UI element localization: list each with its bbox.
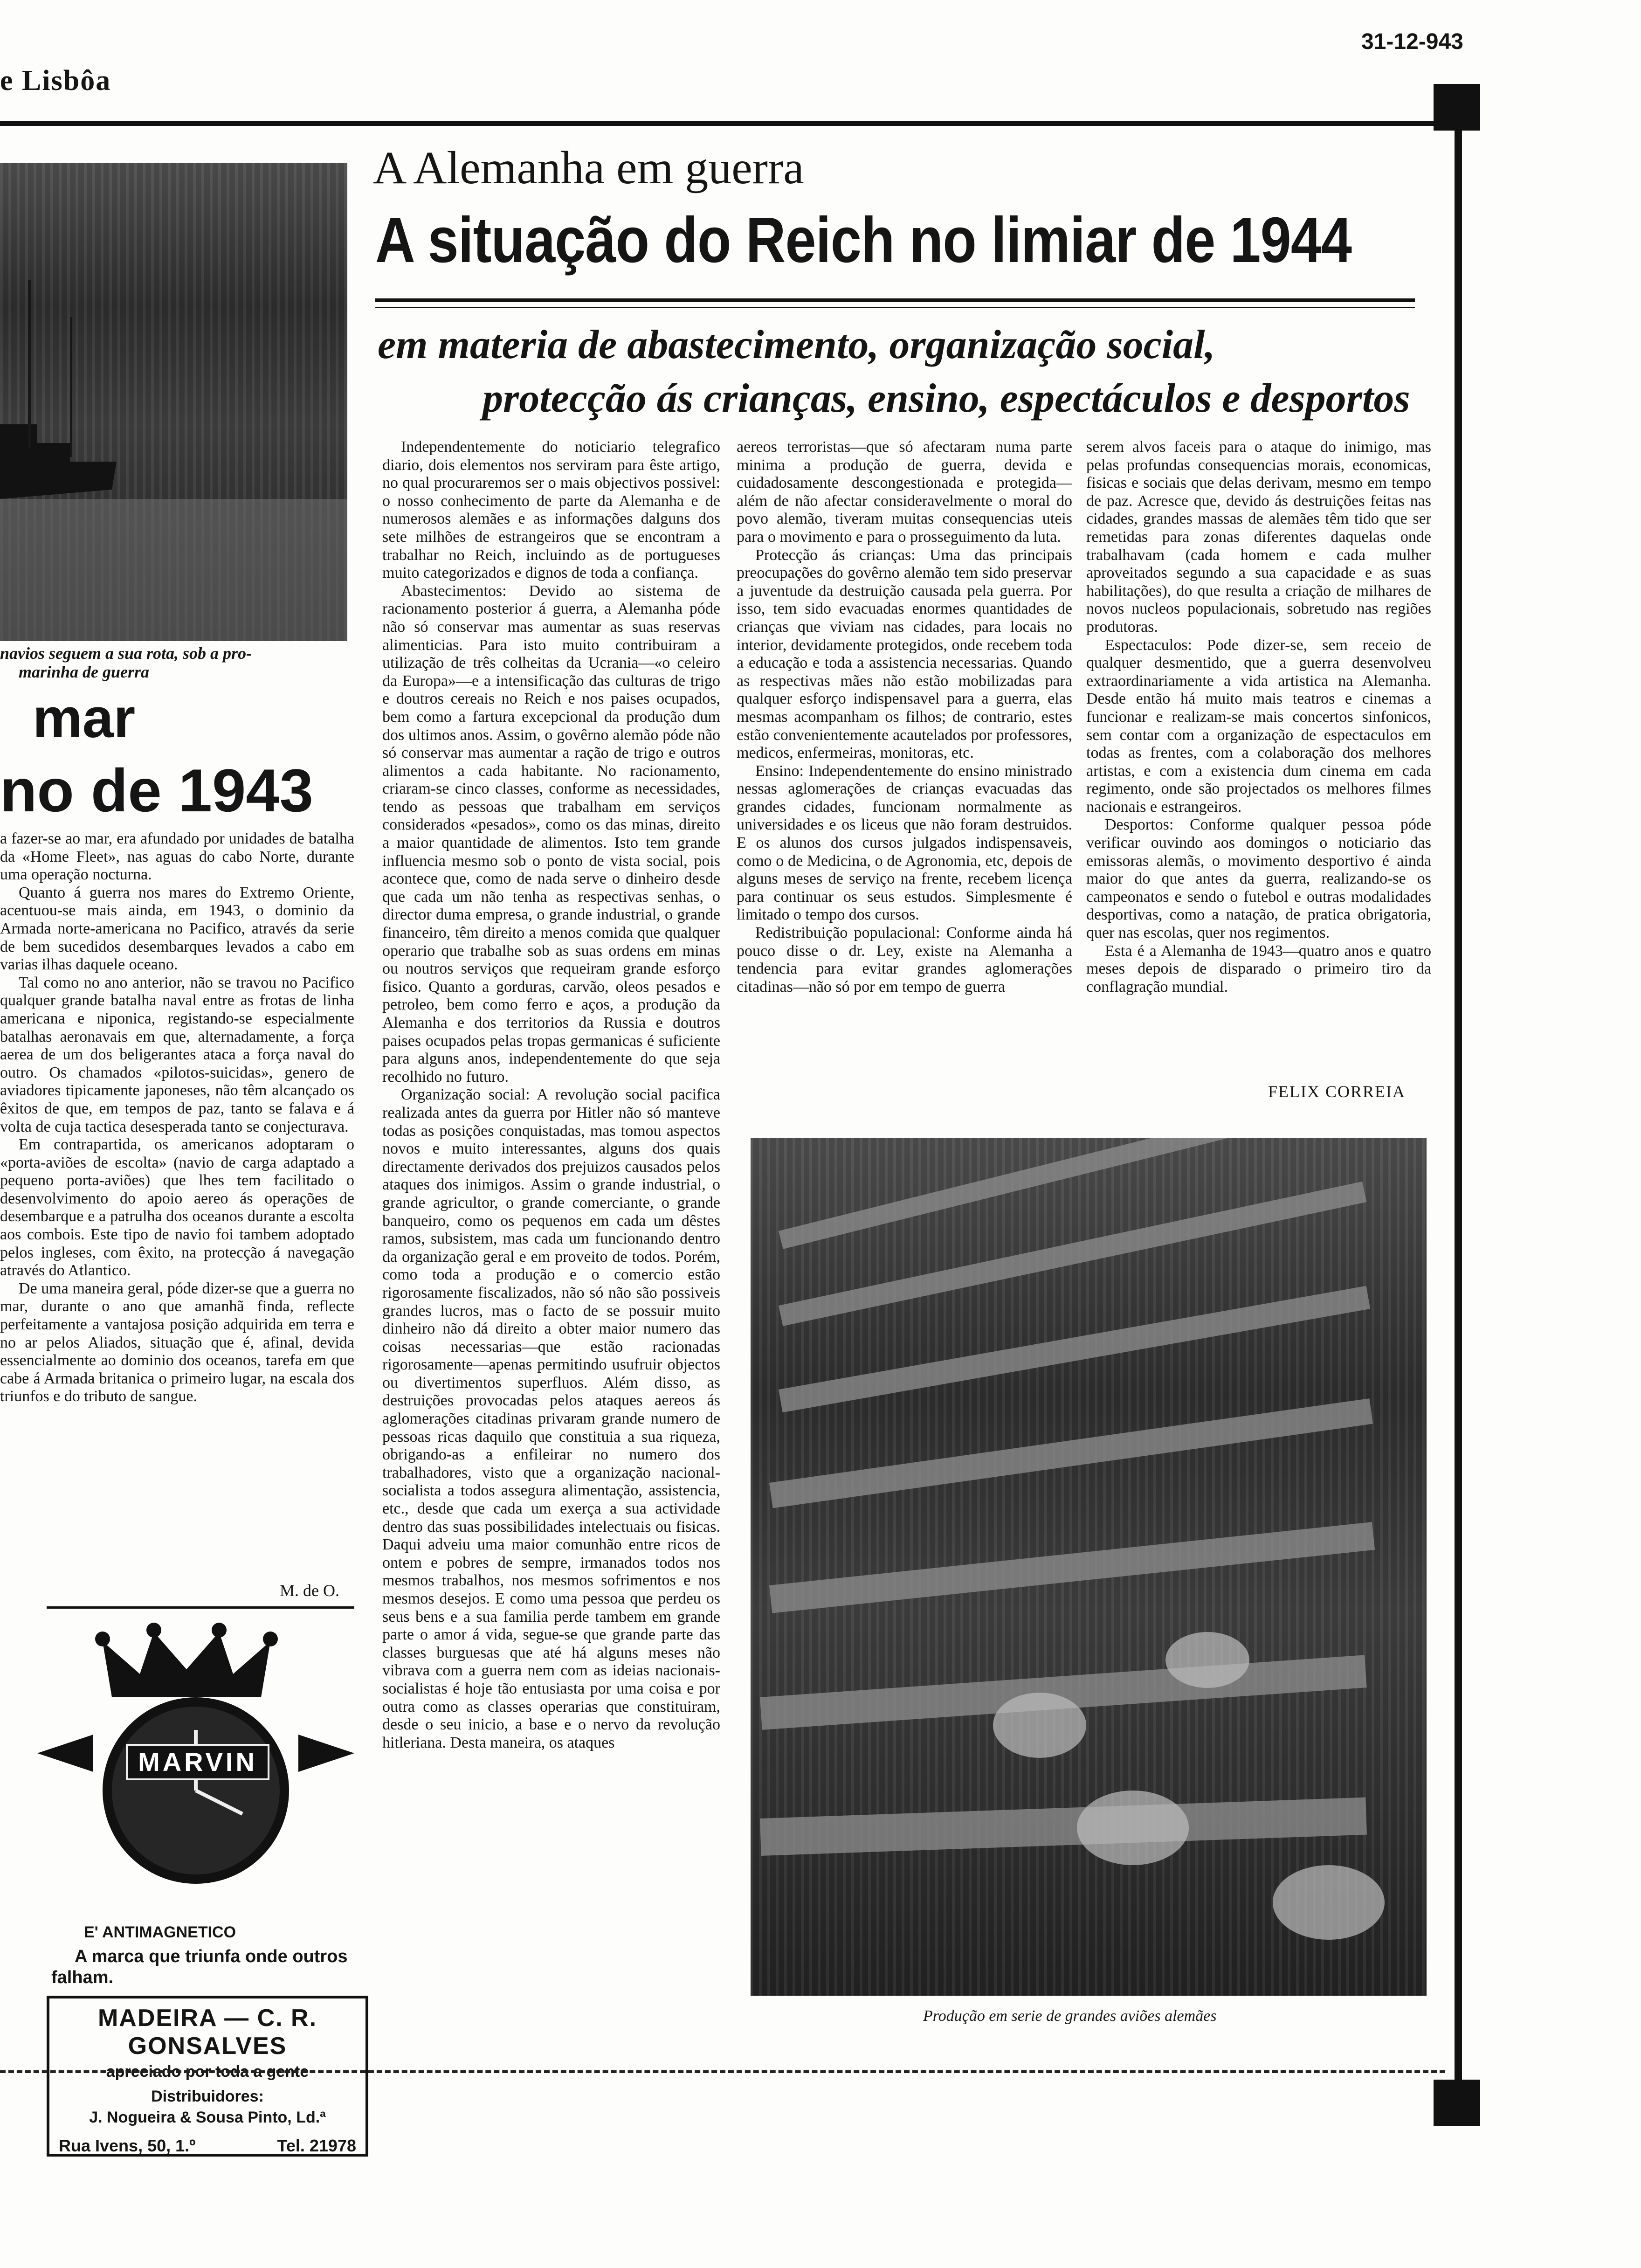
left-article-body: [0, 830, 354, 1406]
left-headline-line1: mar: [33, 687, 136, 749]
marvin-ad: [19, 1623, 373, 1912]
article-column-1: [382, 438, 720, 2042]
madeira-title: MADEIRA — C. R. GONSALVES: [97, 2005, 317, 2060]
right-margin-rule: [1455, 89, 1462, 2108]
marvin-slogan-line2: falham.: [51, 1968, 114, 1987]
left-initials: M. de O.: [280, 1581, 339, 1600]
issue-date: 31-12-943: [1361, 29, 1463, 54]
headline-rule-thin: [375, 307, 1415, 308]
column-3-paragraph: Esta é a Alemanha de 1943—quatro anos e quatro meses depois de disparado o primeiro tiro da conflagração mundial.: [1086, 942, 1431, 996]
ship-silhouette-icon: [0, 163, 347, 641]
article-kicker: A Alemanha em guerra: [373, 142, 804, 194]
marvin-tagline: E' ANTIMAGNETICO: [84, 1923, 236, 1941]
left-paragraph: Quanto á guerra nos mares do Extremo Oriente, acentuou-se mais ainda, em 1943, o dominio da Armada norte-americana no Pacifico, através da serie de bem sucedidos desembarques levados a cabo em varias ilhas daquele oceano.: [0, 884, 354, 974]
column-3-paragraph: serem alvos faceis para o ataque do inimigo, mas pelas profundas consequencias morais, economicas, fisicas e sociais que delas derivam, mesmo em tempo de paz. Acresce que, devido ás destruições feitas nas cidades, grandes massas de alemães têm tido que ser remetidas para zonas diferentes daquelas onde trabalhavam (cada homem e cada mulher aproveitados segundo a sua capacidade e as suas habilitações), do que resulta a criação de milhares de novos nucleos populacionais, sobretudo nas regiões produtoras.: [1086, 438, 1431, 636]
madeira-subtitle: apreciado por toda a gente: [106, 2063, 309, 2081]
column-1-paragraph: Abastecimentos: Devido ao sistema de racionamento posterior á guerra, a Alemanha póde não só conservar mas aumentar as suas reservas alimenticias. Para isto muito contribuiram a utilização de três colheitas da Ucrania—«o celeiro da Europa»—e a intensificação das culturas de trigo e doutros cereais no Reich e nos paises ocupados, bem como a fartura excepcional da produção dum dos ultimos anos. Assim, o govêrno alemão póde não só conservar mas aumentar a ração de trigo e outros alimentos a cada habitante. No racionamento, criaram-se cinco classes, conforme as necessidades, tendo as pessoas que trabalham em serviços considerados «pesados», como os das minas, direito a maior quantidade de alimentos. Isto tem grande influencia mesmo sob o ponto de vista social, pois acontece que, como de nada serve o dinheiro desde que cada um não tenha as respectivas senhas, o director duma empresa, o grande industrial, o grande financeiro, têm direito a menos comida que qualquer operario que trabalhe sob as suas ordens em minas ou noutros serviços que requeiram grande esforço fisico. Quanto a gorduras, carvão, oleos pesados e petroleo, bem como ferro e aços, a produção da Alemanha e dos territorios da Russia e doutros paises ocupados pelas tropas germanicas é suficiente para alguns anos, independentemente do que seja recolhido no futuro.: [382, 582, 720, 1086]
naval-photo-caption-line2: marinha de guerra: [19, 663, 150, 681]
madeira-address: Rua Ivens, 50, 1.º: [59, 2136, 196, 2155]
corner-block-bottom: [1434, 2080, 1480, 2126]
column-3-paragraph: Espectaculos: Pode dizer-se, sem receio de qualquer desmentido, que a guerra desenvolveu extraordinariamente a vida artistica na Alemanha. Desde então há muito mais teatros e cinemas a funcionar e realizam-se mais concertos sinfonicos, sem contar com a organização de espectaculos em todas as frentes, com a colaboração dos melhores artistas, e com a existencia dum cinema em cada regimento, onde são projectados os melhores filmes nacionais e estrangeiros.: [1086, 636, 1431, 816]
left-paragraph: a fazer-se ao mar, era afundado por unidades de batalha da «Home Fleet», nas aguas do cabo Norte, durante uma operação nocturna.: [0, 830, 354, 884]
madeira-dist-label: Distribuidores:: [151, 2088, 264, 2105]
marvin-watch-icon: [37, 1693, 354, 1888]
column-2-paragraph: aereos terroristas—que só afectaram numa parte minima a produção de guerra, devida e cuidadosamente descongestionada e protegida—além de não afectar consideravelmente o moral do povo alemão, tiveram muitas consequencias uteis para o movimento e para o prosseguimento da luta.: [737, 438, 1072, 546]
naval-photo: [0, 163, 347, 641]
bottom-dashed-rule: [0, 2070, 1445, 2073]
marvin-slogan-line1: A marca que triunfa onde outros: [75, 1947, 348, 1966]
article-headline: A situação do Reich no limiar de 1944: [375, 204, 1352, 276]
aircraft-production-photo: [751, 1138, 1427, 1996]
article-subhead-line2: protecção ás crianças, ensino, espectáculos e desportos: [483, 376, 1410, 421]
left-separator: [47, 1606, 354, 1609]
madeira-phone: Tel. 21978: [277, 2136, 356, 2155]
madeira-ad: [47, 1996, 368, 2157]
column-2-paragraph: Protecção ás crianças: Uma das principais preocupações do govêrno alemão tem sido preservar a juventude da destruição causada pela guerra. Por isso, tem sido evacuadas enormes quantidades de crianças que viviam nas cidades, para locais no interior, devidamente protegidos, onde recebem toda a educação e toda a assistencia necessarias. Quando as respectivas mães não estão mobilizadas para qualquer esforço indispensavel para a guerra, elas mesmas acompanham os filhos; de contrario, estes estão convenientemente acautelados por professores, medicos, enfermeiras, monitoras, etc.: [737, 546, 1072, 762]
marvin-crown-icon: [93, 1623, 280, 1702]
left-paragraph: Tal como no ano anterior, não se travou no Pacifico qualquer grande batalha naval entre as frotas de linha americana e niponica, registando-se especialmente batalhas aeronavais em que, alternadamente, a força aerea de um dos beligerantes ataca a força naval do outro. Os chamados «pilotos-suicidas», genero de aviadores tipicamente japoneses, não têm alcançado os êxitos de que, em tempos de paz, tanto se falava e á volta de cuja tactica desesperada tanto se conjecturava.: [0, 974, 354, 1135]
article-column-3: [1086, 438, 1431, 1072]
aircraft-fuselages-icon: [751, 1138, 1427, 1996]
naval-photo-caption-line1: navios seguem a sua rota, sob a pro-: [0, 644, 252, 663]
column-3-paragraph: Desportos: Conforme qualquer pessoa póde verificar ouvindo aos domingos o noticiario das emissoras alemãs, o movimento desportivo é ainda maior do que antes da guerra, realizando-se os campeonatos e sendo o futebol e outras modalidades desportivas, como a natação, de pratica obrigatoria, quer nas escolas, quer nos regimentos.: [1086, 816, 1431, 942]
article-column-2: [737, 438, 1072, 1110]
madeira-contact: [49, 2127, 365, 2156]
headline-rule: [375, 298, 1415, 302]
column-1-paragraph: Independentemente do noticiario telegrafico diario, dois elementos nos serviram para êste artigo, no qual procuraremos ser o mais objectivos possivel: o nosso conhecimento de parte da Alemanha e de numerosos alemães e as informações dalguns dos sete milhões de estrangeiros que se encontram a trabalhar no Reich, incluindo as de portugueses muito categorizados e dignos de toda a confiança.: [382, 438, 720, 582]
left-headline-line2: no de 1943: [0, 756, 313, 824]
column-2-paragraph: Redistribuição populacional: Conforme ainda há pouco disse o dr. Ley, existe na Alemanha a tendencia para evitar grandes aglomerações citadinas—não só por em tempo de guerra: [737, 924, 1072, 996]
top-rule: [0, 121, 1441, 126]
newspaper-name: e Lisbôa: [0, 65, 111, 97]
aircraft-photo-caption: Produção em serie de grandes aviões alemães: [923, 2007, 1217, 2025]
left-paragraph: Em contrapartida, os americanos adoptaram o «porta-aviões de escolta» (navio de carga adaptado a pequeno porta-aviões) que lhes tem facilitado o desenvolvimento do apoio aereo ás operações de desembarque e a patrulha dos oceanos durante a escolta aos combois. Este tipo de navio foi tambem adoptado pelos ingleses, com êxito, na protecção á navegação através do Atlantico.: [0, 1136, 354, 1279]
article-byline: FELIX CORREIA: [1268, 1082, 1406, 1101]
corner-block-top: [1434, 84, 1480, 131]
marvin-brand-label: MARVIN: [126, 1744, 269, 1780]
article-subhead-line1: em materia de abastecimento, organização social,: [378, 322, 1215, 367]
left-paragraph: De uma maneira geral, póde dizer-se que a guerra no mar, durante o ano que amanhã finda, reflecte perfeitamente a vantajosa posição adquirida em terra e no ar pelos Aliados, situação que é, afinal, devida essencialmente ao dominio dos oceanos, tarefa em que cabe á Armada britanica o primeiro lugar, na escala dos triunfos e do tributo de sangue.: [0, 1279, 354, 1405]
madeira-distributor: J. Nogueira & Sousa Pinto, Ld.ª: [89, 2109, 326, 2126]
column-1-paragraph: Organização social: A revolução social pacifica realizada antes da guerra por Hitler não só manteve todas as posições conquistadas, mas tomou aspectos novos e muito interessantes, alguns dos quais directamente derivados dos prejuizos causados pelos ataques dos inimigos. Assim o grande industrial, o grande agricultor, o grande comerciante, o grande banqueiro, como os pequenos em cada um dêstes ramos, subsistem, mas cada um funcionando dentro da organização geral e em proveito de todos. Porém, como toda a produção e o comercio estão rigorosamente fiscalizados, não só não são possiveis grandes lucros, mas o facto de se possuir muito dinheiro não dá direito a obter maior numero das coisas necessarias—que estão racionadas rigorosamente—apenas permitindo usufruir objectos ou divertimentos superfluos. Além disso, as destruições provocadas pelos ataques aereos ás aglomerações citadinas privaram grande numero de pessoas ricas daquilo que constituia a sua riqueza, obrigando-as a enfileirar no numero dos trabalhadores, visto que a organização nacional-socialista a todos assegura alimentação, assistencia, etc., desde que cada um exerça a sua actividade dentro das suas possibilidades intelectuais ou fisicas. Daqui adveiu uma maior comunhão entre ricos de ontem e pobres de sempre, irmanados todos nos mesmos trabalhos, nos mesmos sofrimentos e nos mesmos desejos. E como uma pessoa que perdeu os seus bens e a sua familia perde tambem em grande parte o amor á vida, segue-se que grande parte das classes burguesas que até há alguns meses não vibrava com a guerra nem com as ideias nacionais-socialistas é hoje tão entusiasta por uma coisa e por outra como as classes operarias que constituiram, desde o seu inicio, a base e o nervo da revolução hitleriana. Desta maneira, os ataques: [382, 1086, 720, 1751]
column-2-paragraph: Ensino: Independentemente do ensino ministrado nessas aglomerações de crianças evacuadas das grandes cidades, funcionam normalmente as universidades e os liceus que não foram destruidos. E os alunos dos cursos julgados indispensaveis, como o de Medicina, o de Agronomia, etc, depois de alguns meses de serviço na frente, recebem licença para continuar os seus estudos. Simplesmente é limitado o tempo dos cursos.: [737, 762, 1072, 924]
